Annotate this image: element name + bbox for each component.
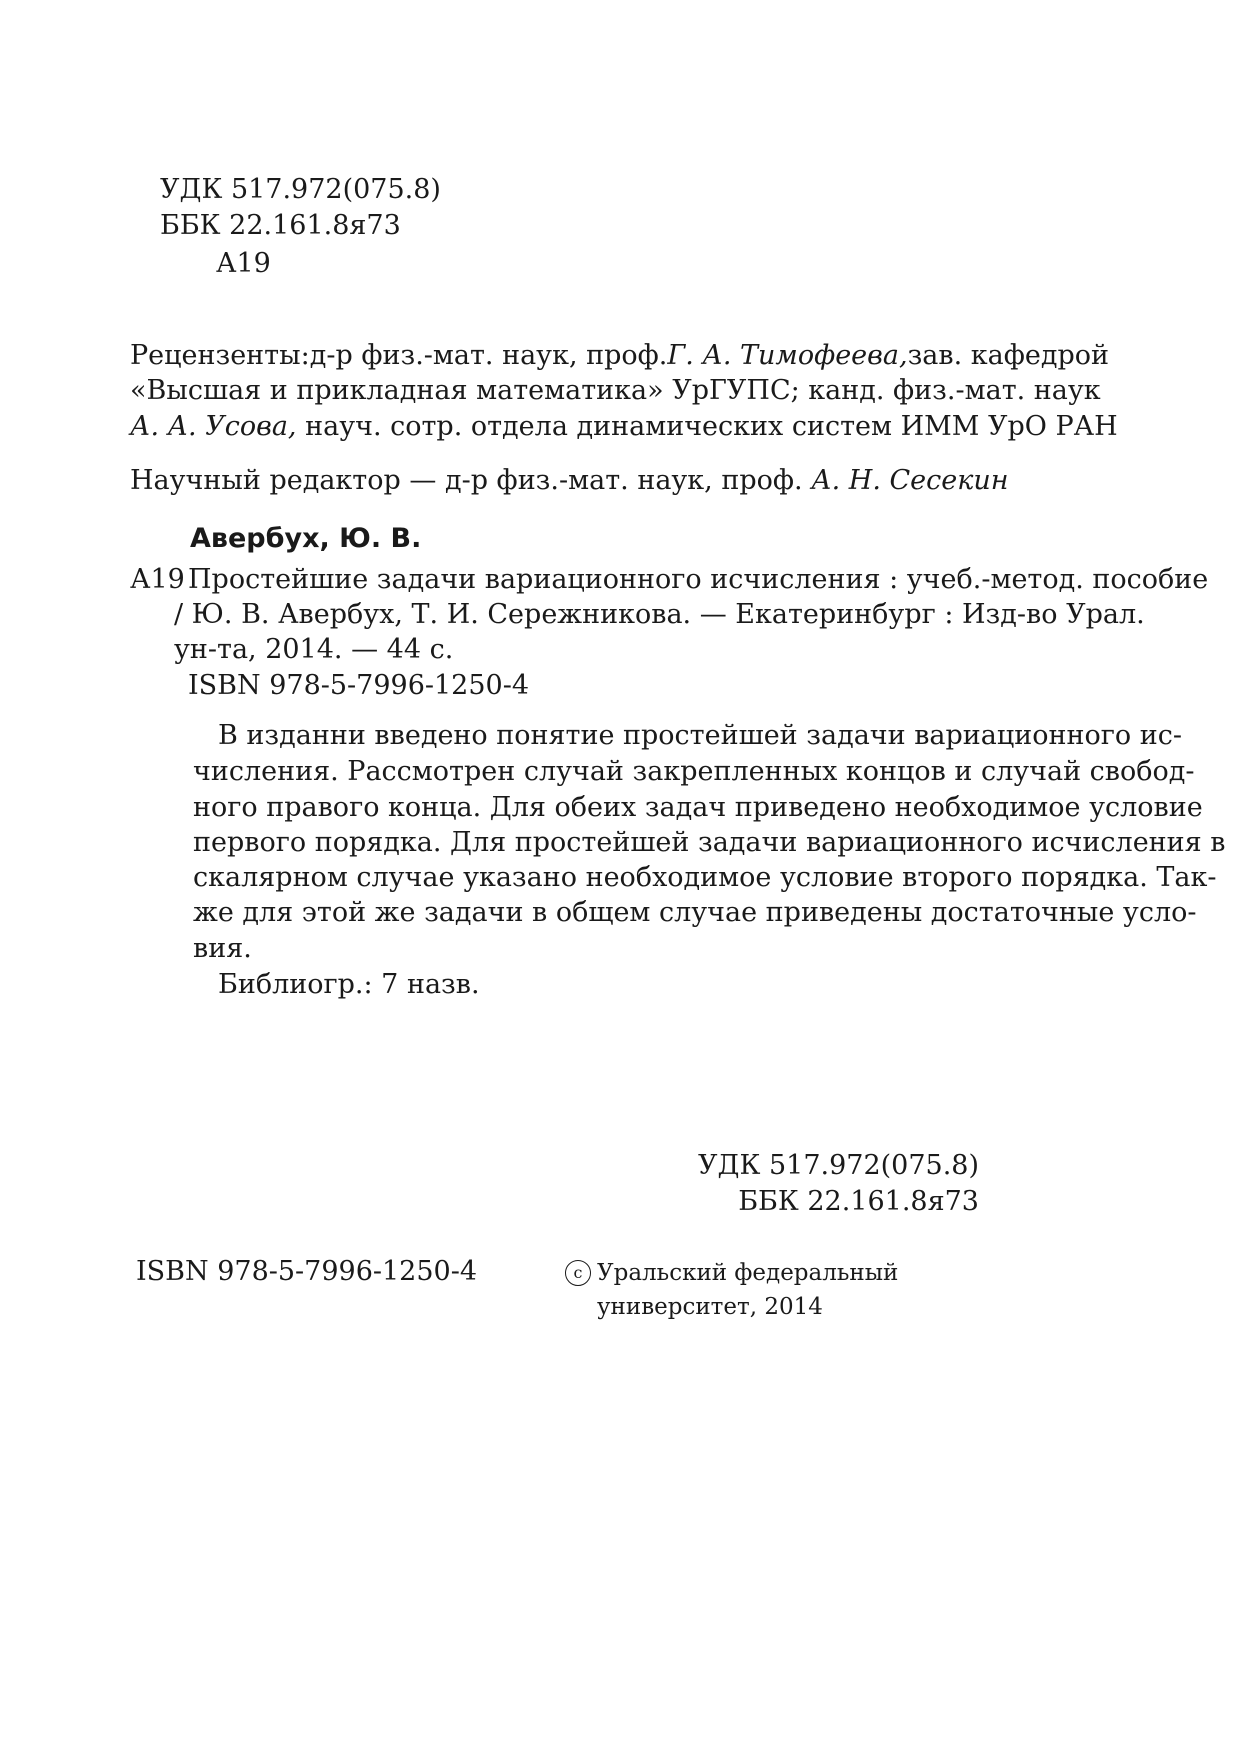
reviewers-position-1: зав. кафедрой	[907, 340, 1109, 371]
reviewers-degree-1: д-р физ.-мат. наук, проф.	[309, 340, 668, 371]
abstract-line-2: числения. Рассмотрен случай закрепленных концов и случай свобод-	[193, 756, 1195, 787]
abstract-line-1: В изданни введено понятие простейшей задачи вариационного ис-	[218, 720, 1182, 751]
udk-top: УДК 517.972(075.8)	[160, 174, 441, 205]
entry-isbn: ISBN 978-5-7996-1250-4	[188, 670, 530, 701]
copyright-holder: Уральский федеральный	[597, 1260, 899, 1286]
entry-title-line-3: ун-та, 2014. — 44 с.	[174, 634, 454, 665]
bbk-bottom: ББК 22.161.8я73	[738, 1186, 979, 1217]
reviewers-label: Рецензенты:	[130, 340, 310, 371]
bbk-top: ББК 22.161.8я73	[160, 210, 401, 241]
reviewers-line-2: «Высшая и прикладная математика» УрГУПС; канд. физ.-мат. наук	[130, 375, 1101, 406]
copyright-icon: c	[565, 1260, 591, 1286]
author-mark-top: А19	[216, 248, 271, 279]
editor-name: А. Н. Сесекин	[811, 465, 1009, 496]
copyright-line-2: университет, 2014	[597, 1294, 823, 1320]
abstract-line-3: ного правого конца. Для обеих задач приведено необходимое условие	[193, 792, 1203, 823]
copyright-line-1	[565, 1260, 898, 1286]
editor-text: Научный редактор — д-р физ.-мат. наук, проф.	[130, 465, 803, 496]
abstract-line-7: вия.	[193, 933, 252, 964]
abstract-line-5: скалярном случае указано необходимое условие второго порядка. Так-	[193, 862, 1217, 893]
entry-mark: А19	[130, 564, 185, 595]
entry-author: Авербух, Ю. В.	[190, 523, 422, 554]
reviewer-2-name: А. А. Усова,	[130, 411, 297, 442]
bibliography-count: Библиогр.: 7 назв.	[218, 969, 480, 1000]
abstract-line-6: же для этой же задачи в общем случае приведены достаточные усло-	[193, 897, 1197, 928]
reviewers-position-2: науч. сотр. отдела динамических систем ИММ УрО РАН	[305, 411, 1118, 442]
abstract-line-4: первого порядка. Для простейшей задачи вариационного исчисления в	[193, 827, 1226, 858]
udk-bottom: УДК 517.972(075.8)	[698, 1150, 979, 1181]
scientific-editor-line	[130, 467, 1009, 494]
entry-title-line-2: / Ю. В. Авербух, Т. И. Сережникова. — Екатеринбург : Изд-во Урал.	[174, 599, 1145, 630]
entry-title-line-1: Простейшие задачи вариационного исчисления : учеб.-метод. пособие	[188, 564, 1209, 595]
reviewers-line-1	[130, 340, 1109, 371]
reviewers-line-3	[130, 413, 1118, 440]
footer-isbn: ISBN 978-5-7996-1250-4	[136, 1256, 478, 1287]
reviewer-1-name: Г. А. Тимофеева,	[667, 340, 908, 371]
